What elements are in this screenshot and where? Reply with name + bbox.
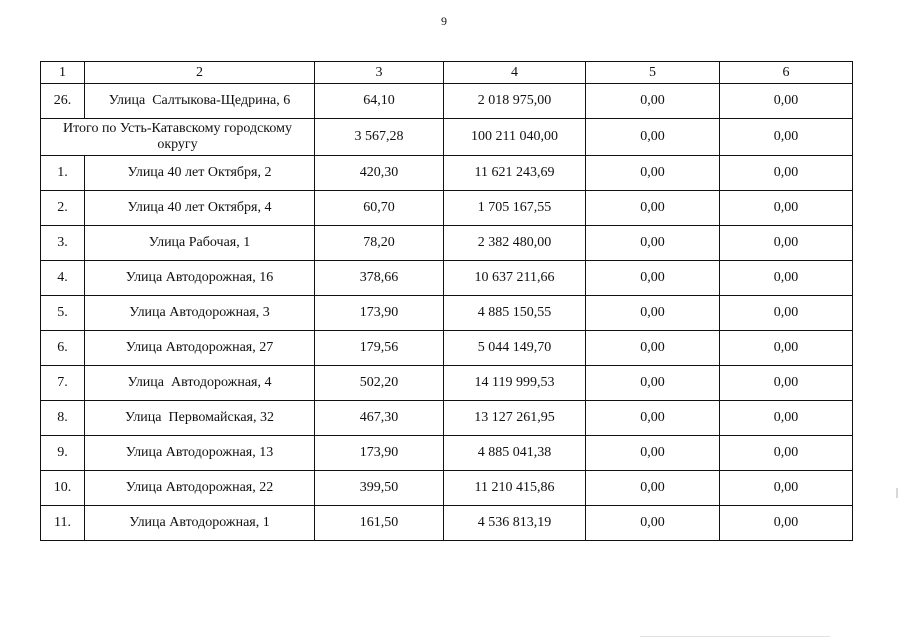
row-value-5: 0,00 (586, 296, 720, 331)
row-cost: 10 637 211,66 (444, 261, 586, 296)
column-header: 6 (720, 62, 853, 84)
table-row (41, 366, 853, 401)
row-number: 6. (41, 331, 85, 366)
row-value-6: 0,00 (720, 471, 853, 506)
table-row (41, 226, 853, 261)
row-address: Улица Автодорожная, 1 (85, 506, 315, 541)
row-area: 399,50 (315, 471, 444, 506)
table-row (41, 331, 853, 366)
row-number: 11. (41, 506, 85, 541)
row-value-6: 0,00 (720, 401, 853, 436)
row-address: Улица Автодорожная, 16 (85, 261, 315, 296)
row-number: 10. (41, 471, 85, 506)
row-cost: 14 119 999,53 (444, 366, 586, 401)
row-cost: 4 536 813,19 (444, 506, 586, 541)
row-value-5: 0,00 (586, 331, 720, 366)
row-value-5: 0,00 (586, 226, 720, 261)
row-cost: 11 621 243,69 (444, 156, 586, 191)
row-value-5: 0,00 (586, 471, 720, 506)
row-value-6: 0,00 (720, 156, 853, 191)
row-address: Улица Рабочая, 1 (85, 226, 315, 261)
row-value-6: 0,00 (720, 436, 853, 471)
row-number: 2. (41, 191, 85, 226)
table-row (41, 84, 853, 119)
row-value-6: 0,00 (720, 366, 853, 401)
total-area: 3 567,28 (315, 119, 444, 156)
row-address: Улица Автодорожная, 4 (85, 366, 315, 401)
row-value-5: 0,00 (586, 506, 720, 541)
row-address: Улица 40 лет Октября, 4 (85, 191, 315, 226)
row-area: 78,20 (315, 226, 444, 261)
scan-artifact (640, 636, 830, 637)
row-value-5: 0,00 (586, 436, 720, 471)
row-cost: 2 018 975,00 (444, 84, 586, 119)
row-value-5: 0,00 (586, 401, 720, 436)
row-cost: 4 885 150,55 (444, 296, 586, 331)
table-row (41, 191, 853, 226)
table-row (41, 471, 853, 506)
row-value-6: 0,00 (720, 296, 853, 331)
scan-artifact (896, 488, 898, 498)
table-row (41, 156, 853, 191)
table-total-row (41, 119, 853, 156)
table-row (41, 261, 853, 296)
table-row (41, 401, 853, 436)
table-row (41, 506, 853, 541)
row-cost: 5 044 149,70 (444, 331, 586, 366)
row-value-5: 0,00 (586, 84, 720, 119)
table-row (41, 296, 853, 331)
row-address: Улица Автодорожная, 27 (85, 331, 315, 366)
total-value-6: 0,00 (720, 119, 853, 156)
row-value-6: 0,00 (720, 226, 853, 261)
row-number: 8. (41, 401, 85, 436)
total-label: Итого по Усть-Катавскому городскому округу (41, 119, 315, 156)
column-header: 5 (586, 62, 720, 84)
row-area: 60,70 (315, 191, 444, 226)
row-address: Улица Автодорожная, 13 (85, 436, 315, 471)
row-area: 173,90 (315, 296, 444, 331)
table-header-row (41, 62, 853, 84)
row-cost: 4 885 041,38 (444, 436, 586, 471)
row-number: 7. (41, 366, 85, 401)
page-number: 9 (441, 14, 447, 28)
row-value-5: 0,00 (586, 191, 720, 226)
row-cost: 2 382 480,00 (444, 226, 586, 261)
row-area: 173,90 (315, 436, 444, 471)
table-row (41, 436, 853, 471)
row-area: 179,56 (315, 331, 444, 366)
row-address: Улица 40 лет Октября, 2 (85, 156, 315, 191)
row-cost: 1 705 167,55 (444, 191, 586, 226)
row-address: Улица Автодорожная, 22 (85, 471, 315, 506)
column-header: 1 (41, 62, 85, 84)
data-table (40, 61, 853, 541)
row-area: 502,20 (315, 366, 444, 401)
row-area: 378,66 (315, 261, 444, 296)
row-cost: 13 127 261,95 (444, 401, 586, 436)
row-area: 420,30 (315, 156, 444, 191)
row-value-6: 0,00 (720, 261, 853, 296)
row-value-5: 0,00 (586, 261, 720, 296)
row-number: 5. (41, 296, 85, 331)
row-number: 4. (41, 261, 85, 296)
row-number: 9. (41, 436, 85, 471)
column-header: 3 (315, 62, 444, 84)
row-value-5: 0,00 (586, 366, 720, 401)
row-number: 26. (41, 84, 85, 119)
row-value-6: 0,00 (720, 331, 853, 366)
row-address: Улица Первомайская, 32 (85, 401, 315, 436)
column-header: 2 (85, 62, 315, 84)
row-area: 64,10 (315, 84, 444, 119)
row-value-5: 0,00 (586, 156, 720, 191)
row-area: 161,50 (315, 506, 444, 541)
row-address: Улица Салтыкова-Щедрина, 6 (85, 84, 315, 119)
column-header: 4 (444, 62, 586, 84)
row-cost: 11 210 415,86 (444, 471, 586, 506)
row-value-6: 0,00 (720, 84, 853, 119)
row-address: Улица Автодорожная, 3 (85, 296, 315, 331)
row-value-6: 0,00 (720, 191, 853, 226)
row-number: 1. (41, 156, 85, 191)
row-value-6: 0,00 (720, 506, 853, 541)
total-value-5: 0,00 (586, 119, 720, 156)
row-area: 467,30 (315, 401, 444, 436)
row-number: 3. (41, 226, 85, 261)
total-cost: 100 211 040,00 (444, 119, 586, 156)
